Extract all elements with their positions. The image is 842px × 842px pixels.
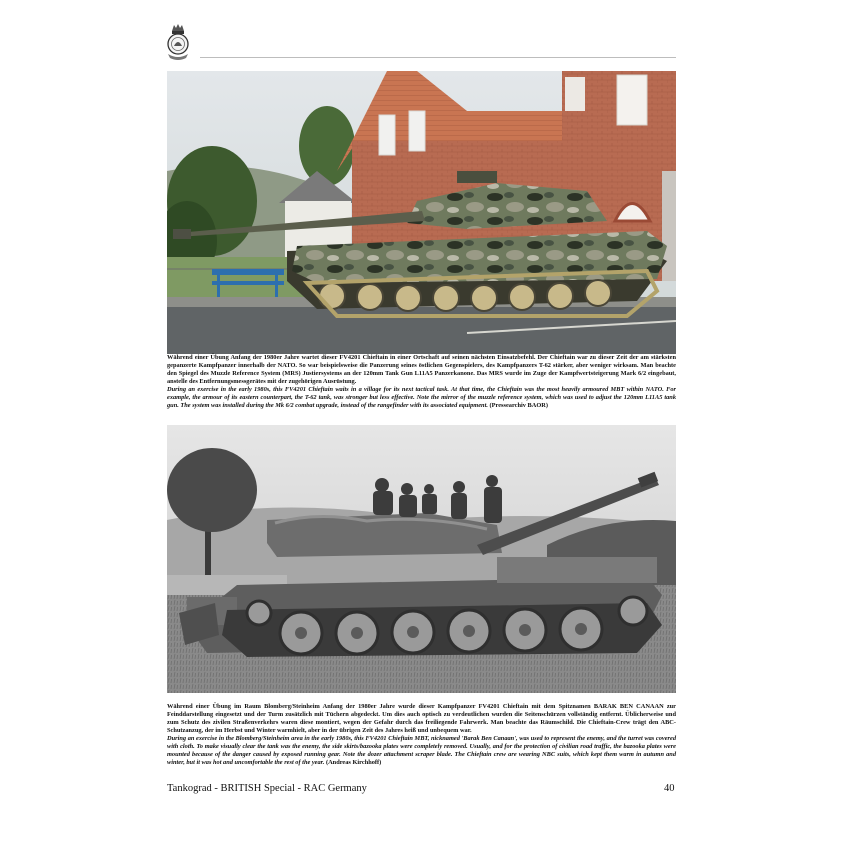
tank-photo-exercise (167, 425, 676, 693)
caption-german: Während einer Übung im Raum Blomberg/Steinheim Anfang der 1980er Jahre wurde dieser Kampfpanzer FV4201 Chieftain mit dem Spitznamen BARAK BEN CANAAN zur Feinddarstellung eingesetzt und der Turm zusätzlich mit Tüchern abgedeckt. Um dies auch optisch zu verdeutlichen wurden die Seitenschürzen vollständig entfernt. Üblicherweise und zum Schutz des zivilen Straßenverkehrs waren diese montiert, wegen der Gefahr durch das freiliegende Fahrwerk. Man beachte das Räumschild. Die Chieftain-Crew trägt den ABC-Schutzanzug, der im Herbst und Winter warmhielt, aber in der übrigen Zeit des Jahres heiß und unbequem war. (167, 703, 676, 735)
photo-caption-1 (167, 354, 676, 410)
caption-english-text: During an exercise in the Blomberg/Steinheim area in the early 1980s, this FV4201 Chieftain MBT, nicknamed 'Barak Ben Canaan', was used to represent the enemy, and the turret was covered with cloth. To make visually clear the tank was the enemy, the side skirts/bazooka plates were completely removed. Usually, and for the protection of civilian road traffic, the bazooka plates were mounted because of the danger caused by exposed running gear. Note the dozer attachment scraper blade. The Chieftain crew are wearing NBC suits, which kept them warm in autumn and winter, but it was hot and uncomfortable the rest of the year. (167, 735, 676, 767)
photo-caption-2 (167, 703, 676, 767)
camouflaged-chieftain-tank-in-village-photo (167, 71, 676, 354)
caption-english-text: During an exercise in the early 1980s, this FV4201 Chieftain waits in a village for its next tactical task. At that time, the Chieftain was the most heavily armoured MBT within NATO. For example, the armour of its eastern counterpart, the T-62 tank, was stronger but less effective. Note the mirror of the muzzle reference system, which was used to adjust the 120mm L11A5 tank gun. The system was installed during the Mk 6/2 combat upgrade, instead of the rangefinder with its associated equipment. (167, 386, 676, 410)
photo-credit: (Pressearchiv BAOR) (489, 402, 548, 410)
page-number: 40 (664, 783, 675, 794)
regimental-crest-icon (164, 22, 192, 62)
caption-english (167, 735, 676, 767)
caption-english (167, 386, 676, 410)
caption-german: Während einer Übung Anfang der 1980er Jahre wartet dieser FV4201 Chieftain in einer Ortschaft auf seinen nächsten Einsatzbefehl. Der Chieftain war zu dieser Zeit der am stärksten gepanzerte Kampfpanzer innerhalb der NATO. So war beispielsweise die Panzerung seines östlichen Gegenspielers, des Kampfpanzers T-62 stärker, aber weniger wirksam. Man beachte den Spiegel des Muzzle Reference System (MRS) Justiersystems an der 120mm Tank Gun L11A5 Panzerkanone. Das MRS wurde im Zuge der Kampfwertsteigerung Mark 6/2 eingebaut, anstelle des Entfernungsmessgerätes mit der zugehörigen Ausrüstung. (167, 354, 676, 386)
header-divider (200, 57, 676, 58)
black-and-white-chieftain-tank-with-crew-photo (167, 425, 676, 693)
publication-title: Tankograd - BRITISH Special - RAC Germany (167, 783, 367, 794)
photo-credit: (Andreas Kirchhoff) (325, 759, 382, 767)
tank-photo-village (167, 71, 676, 354)
